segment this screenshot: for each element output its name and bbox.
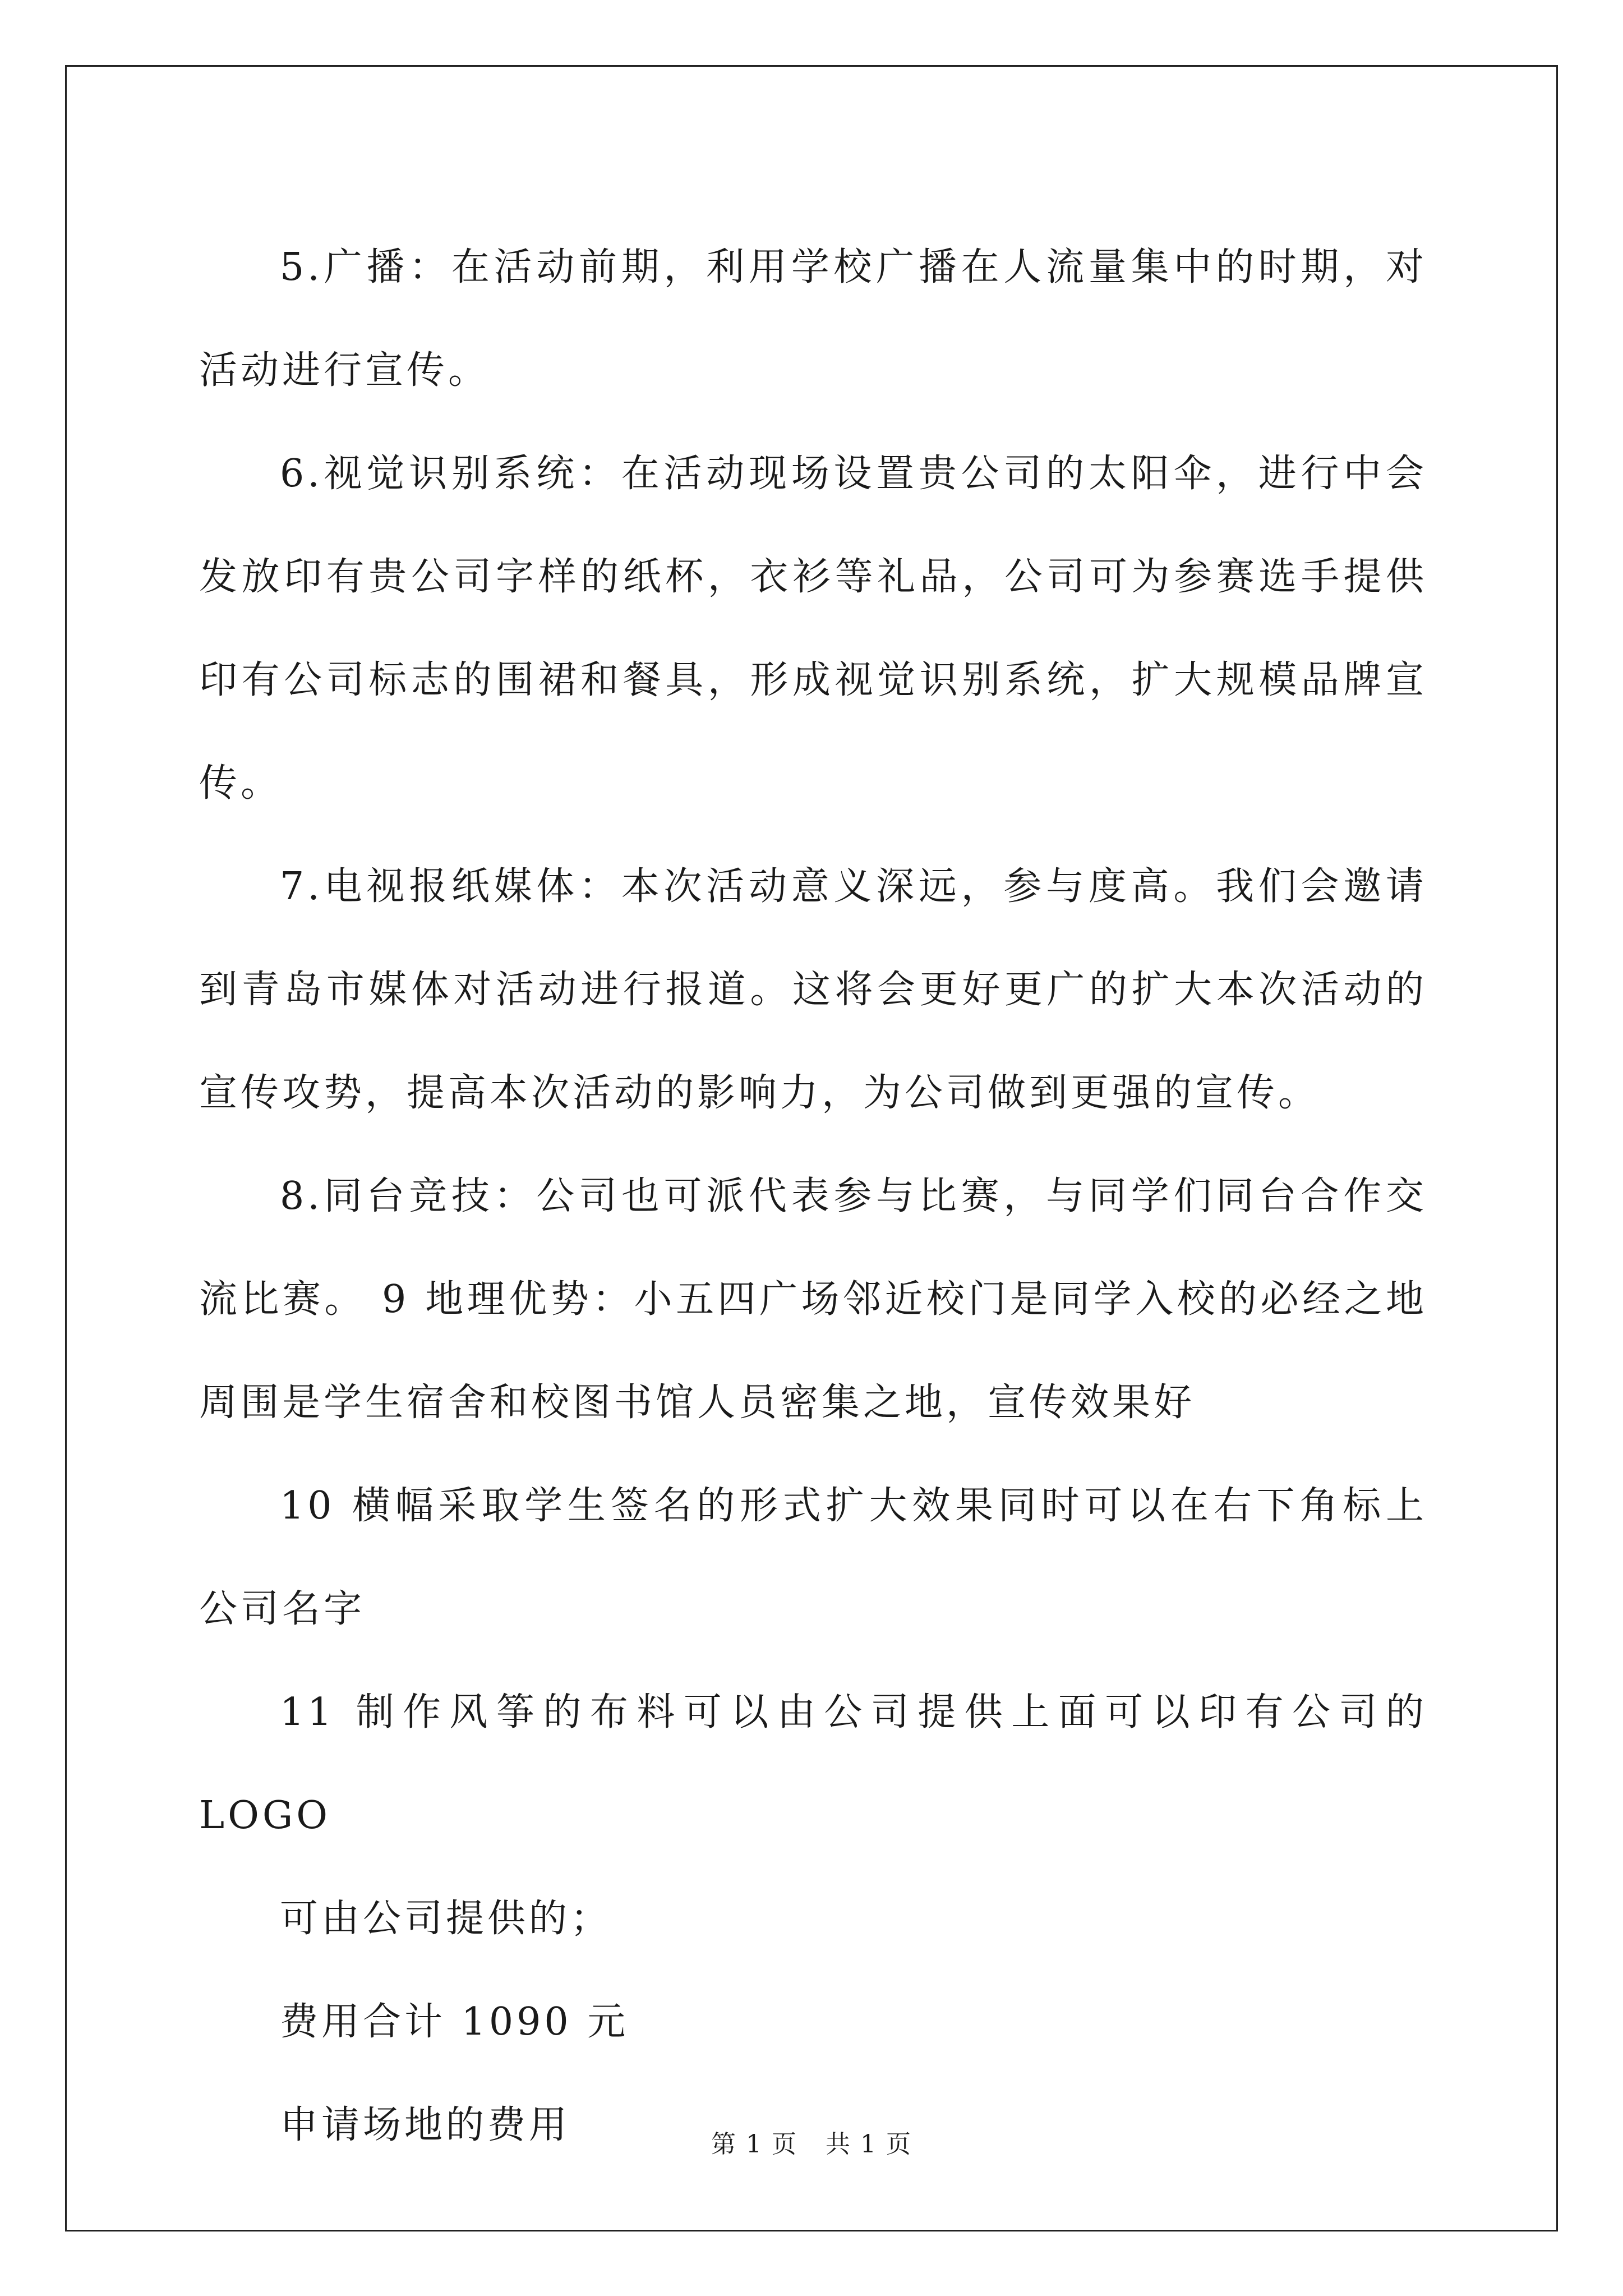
page-number-total: 共 1 页 <box>826 2130 912 2159</box>
page-number-current: 第 1 页 <box>711 2130 797 2159</box>
document-body <box>199 216 1427 2177</box>
paragraph-kite-fabric: 11 制作风筝的布料可以由公司提供上面可以印有公司的 LOGO <box>199 1690 1427 1838</box>
paragraph-tv-newspaper-media: 7.电视报纸媒体：本次活动意义深远，参与度高。我们会邀请到青岛市媒体对活动进行报道。这将会更好更广的扩大本次活动的宣传攻势，提高本次活动的影响力，为公司做到更强的宣传。 <box>199 864 1427 1115</box>
paragraph-visual-identity: 6.视觉识别系统：在活动现场设置贵公司的太阳伞，进行中会发放印有贵公司字样的纸杯，衣衫等礼品，公司可为参赛选手提供印有公司标志的围裙和餐具，形成视觉识别系统，扩大规模品牌宣传。 <box>199 452 1427 806</box>
paragraph-total-cost: 费用合计 1090 元 <box>280 2000 629 2044</box>
paragraph-banner: 10 横幅采取学生签名的形式扩大效果同时可以在右下角标上公司名字 <box>199 1484 1427 1631</box>
paragraph-venue-fee: 申请场地的费用 <box>280 2103 571 2147</box>
page-footer <box>0 2129 1623 2160</box>
paragraph-competition-location: 8.同台竞技：公司也可派代表参与比赛，与同学们同台合作交流比赛。 9 地理优势：小五四广场邻近校门是同学入校的必经之地 周围是学生宿舍和校图书馆人员密集之地，宣传效果好 <box>199 1174 1427 1425</box>
paragraph-broadcast: 5.广播：在活动前期，利用学校广播在人流量集中的时期，对活动进行宣传。 <box>199 245 1427 393</box>
paragraph-company-provided: 可由公司提供的； <box>280 1897 612 1941</box>
